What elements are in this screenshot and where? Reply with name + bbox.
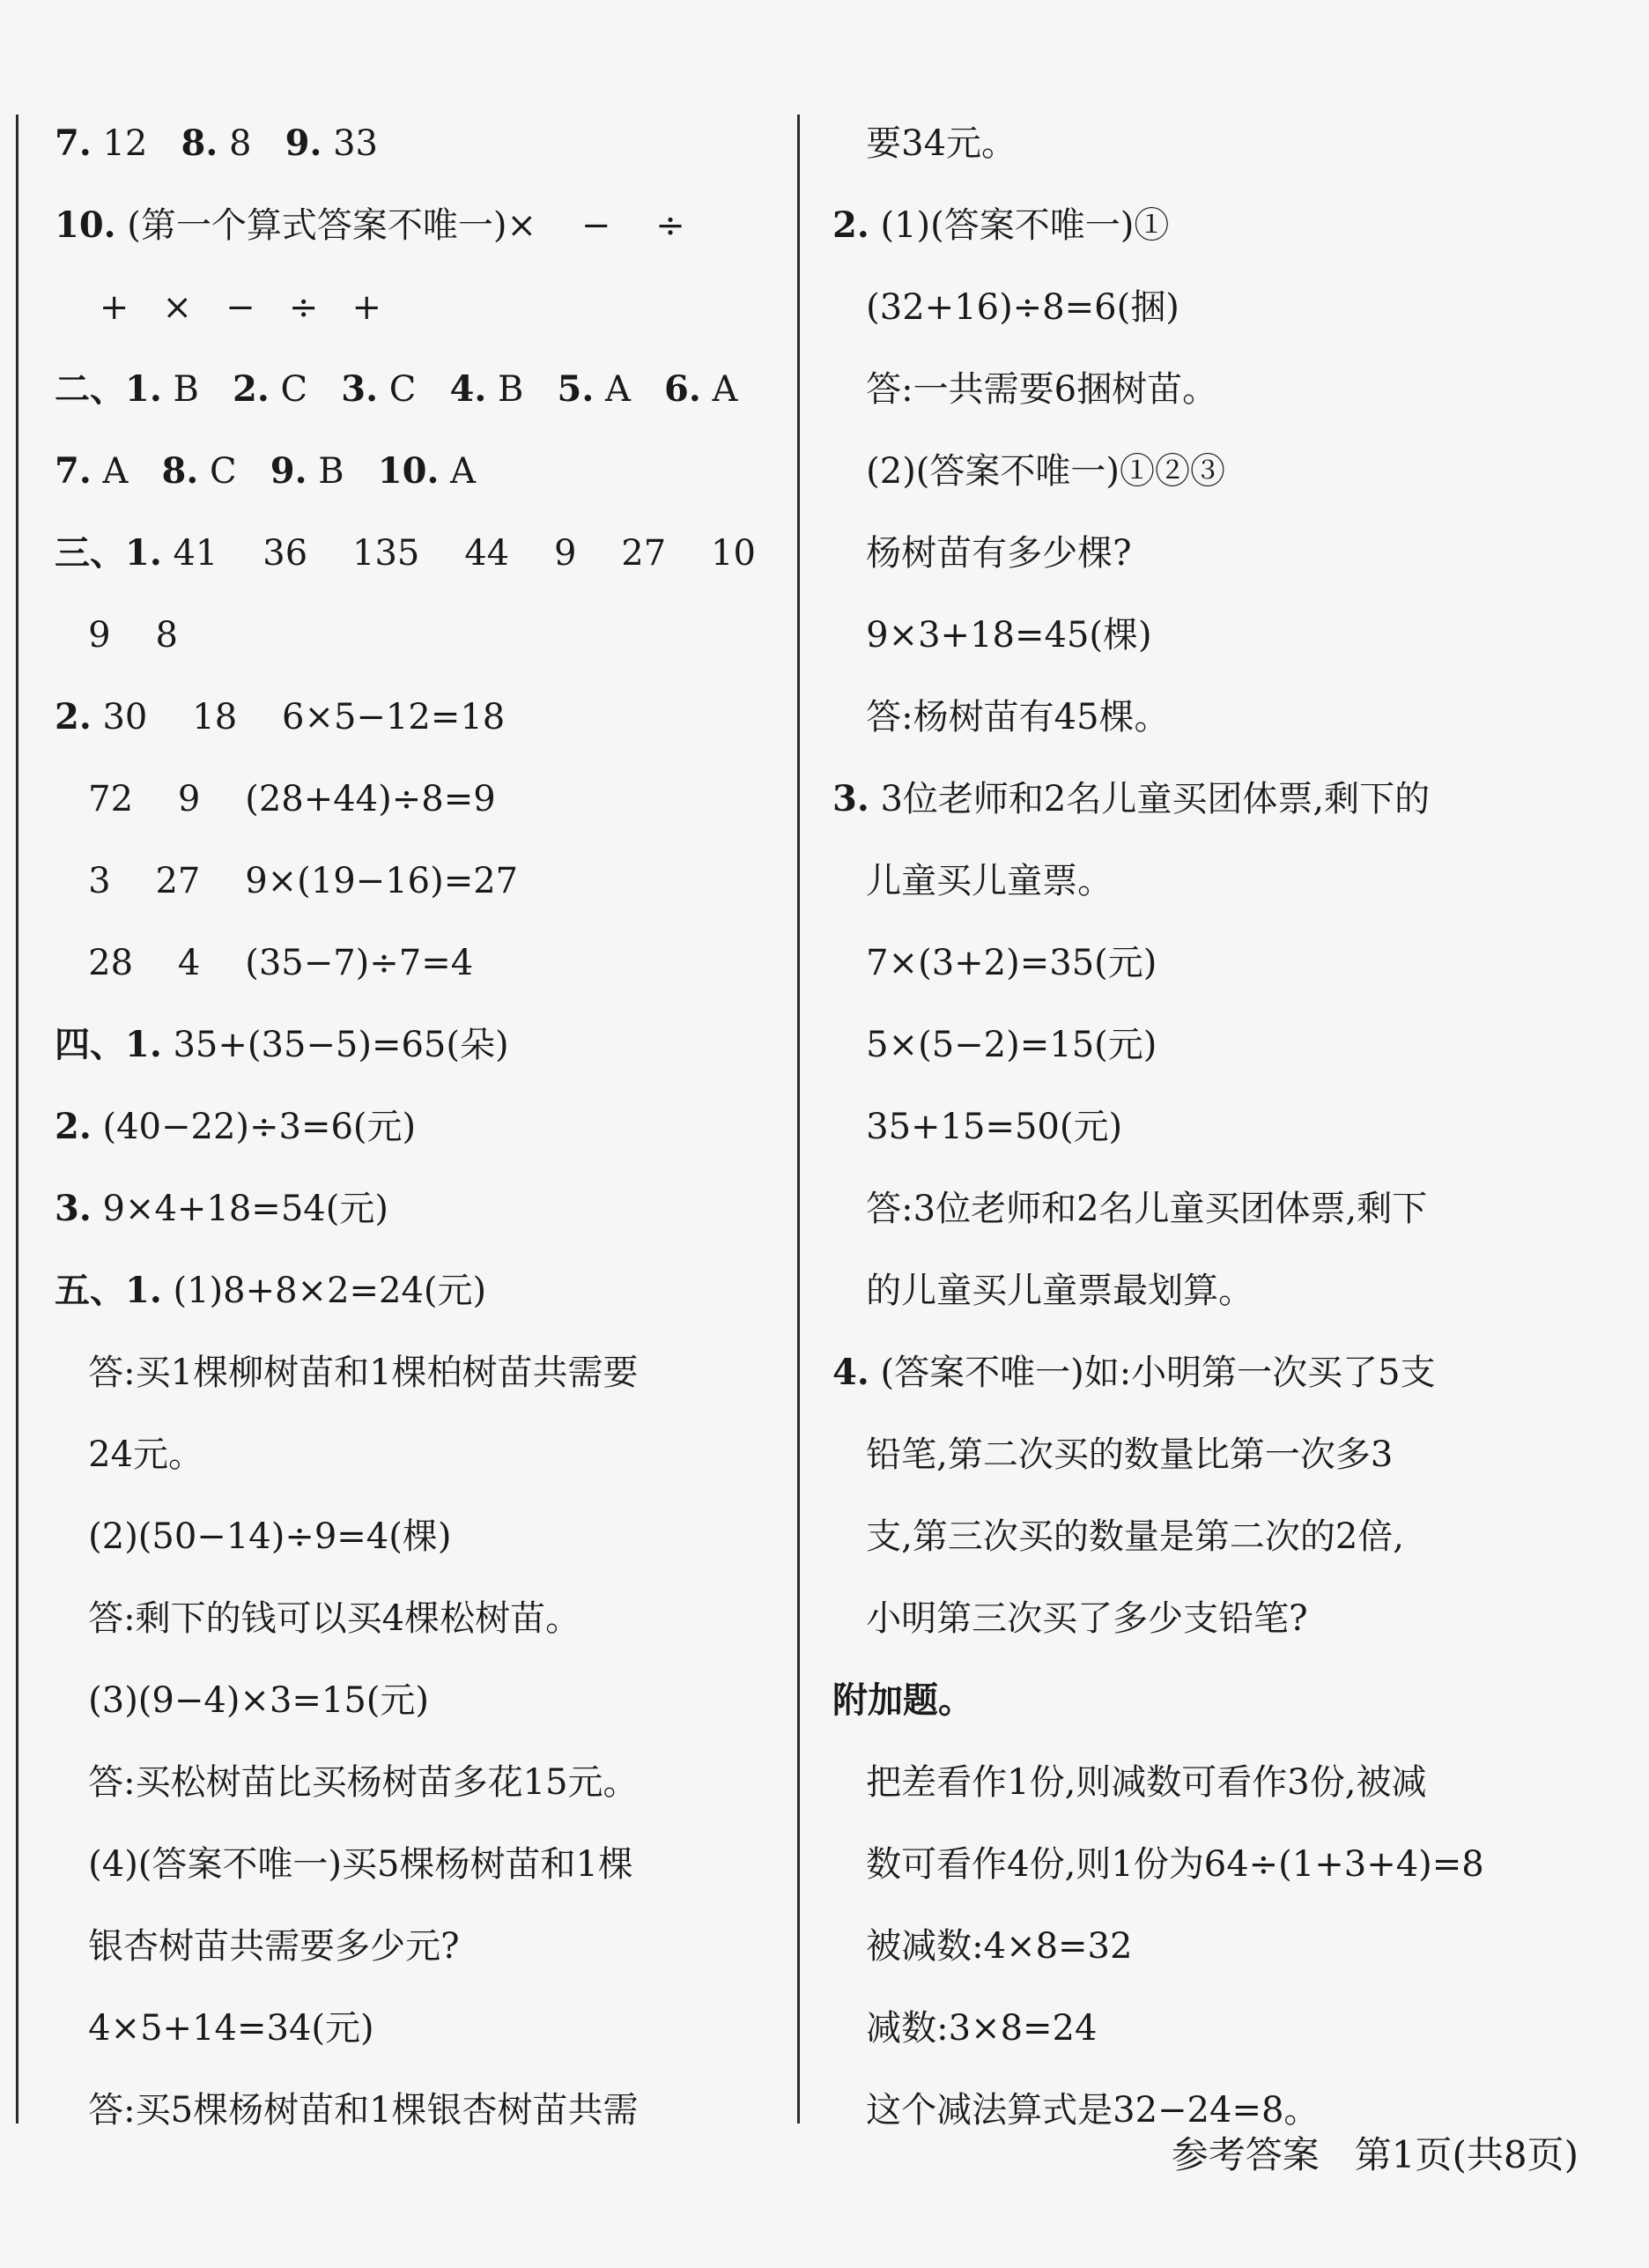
answer-text: (3)(9−4)×3=15(元) (55, 1680, 430, 1721)
answer-text: 的儿童买儿童票最划算。 (832, 1271, 1254, 1311)
left-answer-line (55, 119, 378, 168)
column-divider (797, 115, 800, 2123)
answer-text: 杨树苗有多少棵? (832, 533, 1132, 574)
left-answer-line (55, 1758, 639, 1807)
left-answer-line (55, 1020, 509, 1070)
right-answer-line (832, 1020, 1157, 1070)
right-answer-line (832, 1922, 1132, 1971)
question-number: 10. (55, 204, 116, 246)
left-answer-line (55, 1102, 416, 1152)
answer-text: (4)(答案不唯一)买5棵杨树苗和1棵 (55, 1844, 633, 1885)
question-number: 三、1. (55, 532, 162, 574)
right-answer-line (832, 2086, 1319, 2135)
answer-text: 答:剩下的钱可以买4棵松树苗。 (55, 1598, 581, 1639)
answer-text: B (161, 369, 233, 410)
left-answer-line (55, 1266, 486, 1316)
question-number: 5. (557, 368, 595, 410)
question-number: 3. (832, 778, 869, 819)
answer-text: (1)(答案不唯一)① (869, 205, 1170, 246)
question-number: 附加题。 (832, 1679, 973, 1721)
answer-text: 9×4+18=54(元) (91, 1189, 388, 1229)
answer-text: (2)(50−14)÷9=4(棵) (55, 1516, 452, 1557)
answer-text: 答:买1棵柳树苗和1棵柏树苗共需要 (55, 1353, 639, 1393)
left-margin-rule (16, 115, 18, 2123)
answer-text: 答:一共需要6捆树苗。 (832, 369, 1218, 410)
right-answer-line (832, 529, 1132, 578)
answer-text: 这个减法算式是32−24=8。 (832, 2090, 1320, 2131)
answer-text: B (307, 451, 378, 492)
left-answer-line (55, 1512, 451, 1561)
answer-text: (2)(答案不唯一)①②③ (832, 451, 1226, 492)
right-answer-line (832, 1840, 1484, 1889)
question-number: 五、1. (55, 1270, 162, 1311)
answer-text: 小明第三次买了多少支铅笔? (832, 1598, 1308, 1639)
answer-text: 3位老师和2名儿童买团体票,剩下的 (869, 779, 1431, 819)
answer-text: 支,第三次买的数量是第二次的2倍, (832, 1516, 1405, 1557)
answer-text: B (486, 369, 558, 410)
question-number: 9. (270, 450, 307, 492)
answer-text: 银杏树苗共需要多少元? (55, 1926, 460, 1967)
question-number: 2. (832, 204, 869, 246)
left-answer-line (55, 1430, 203, 1479)
left-answer-line (55, 856, 518, 906)
answer-text: A (91, 451, 162, 492)
left-answer-line (55, 2004, 374, 2053)
left-answer-line (55, 1348, 639, 1397)
left-answer-line (55, 775, 496, 824)
right-answer-line (832, 283, 1179, 332)
answer-text: 8 (218, 123, 285, 164)
left-answer-line (55, 1184, 388, 1234)
answer-text: 减数:3×8=24 (832, 2008, 1098, 2049)
left-answer-line (55, 201, 685, 250)
answer-text: (答案不唯一)如:小明第一次买了5支 (869, 1353, 1436, 1393)
left-answer-line (55, 2086, 639, 2135)
question-number: 2. (55, 1106, 92, 1147)
question-number: 3. (341, 368, 379, 410)
answer-text: 数可看作4份,则1份为64÷(1+3+4)=8 (832, 1844, 1484, 1885)
left-answer-line (55, 693, 505, 742)
right-answer-line (832, 938, 1157, 988)
right-answer-line (832, 693, 1170, 742)
question-number: 2. (55, 696, 92, 737)
question-number: 3. (55, 1188, 92, 1229)
left-answer-line (55, 938, 473, 988)
answer-text: 3 27 9×(19−16)=27 (55, 861, 519, 901)
answer-text: 4×5+14=34(元) (55, 2008, 374, 2049)
answer-text: 30 18 6×5−12=18 (91, 697, 506, 737)
left-answer-line (55, 1594, 580, 1643)
question-number: 7. (55, 122, 92, 164)
left-answer-line (55, 283, 381, 332)
question-number: 4. (449, 368, 487, 410)
right-answer-line (832, 1348, 1436, 1397)
answer-text: 把差看作1份,则减数可看作3份,被减 (832, 1762, 1427, 1803)
right-answer-line (832, 447, 1225, 496)
answer-text: 答:3位老师和2名儿童买团体票,剩下 (832, 1189, 1428, 1229)
answer-text: (第一个算式答案不唯一)× − ÷ (115, 205, 685, 246)
answer-text: A (439, 451, 476, 492)
right-answer-line (832, 1676, 973, 1725)
right-answer-line (832, 611, 1152, 660)
answer-text: A (594, 369, 665, 410)
question-number: 9. (285, 122, 322, 164)
answer-text: 被减数:4×8=32 (832, 1926, 1133, 1967)
right-answer-line (832, 1430, 1393, 1479)
answer-text: 答:买5棵杨树苗和1棵银杏树苗共需 (55, 2090, 639, 2131)
question-number: 4. (832, 1352, 869, 1393)
answer-text: 7×(3+2)=35(元) (832, 943, 1157, 983)
question-number: 2. (233, 368, 270, 410)
answer-text: 答:买松树苗比买杨树苗多花15元。 (55, 1762, 639, 1803)
right-answer-line (832, 775, 1430, 824)
answer-text: 要34元。 (832, 123, 1017, 164)
question-number: 10. (377, 450, 440, 492)
right-answer-line (832, 201, 1169, 250)
answer-text: A (700, 369, 738, 410)
answer-text: 9 8 (55, 615, 178, 656)
answer-text: 41 36 135 44 9 27 10 (161, 533, 756, 574)
answer-text: 儿童买儿童票。 (832, 861, 1113, 901)
left-answer-line (55, 611, 178, 660)
answer-text: 铅笔,第二次买的数量比第一次多3 (832, 1434, 1394, 1475)
answer-text: 5×(5−2)=15(元) (832, 1025, 1157, 1065)
right-answer-line (832, 1594, 1308, 1643)
question-number: 四、1. (55, 1024, 162, 1065)
answer-text: 72 9 (28+44)÷8=9 (55, 779, 496, 819)
answer-text: 答:杨树苗有45棵。 (832, 697, 1170, 737)
right-answer-line (832, 1512, 1404, 1561)
left-answer-line (55, 529, 756, 578)
answer-text: 9×3+18=45(棵) (832, 615, 1152, 656)
answer-text: 28 4 (35−7)÷7=4 (55, 943, 474, 983)
left-answer-line (55, 1676, 429, 1725)
question-number: 6. (664, 368, 701, 410)
right-answer-line (832, 856, 1113, 906)
page-footer: 参考答案 第1页(共8页) (1171, 2133, 1579, 2176)
answer-text: 24元。 (55, 1434, 204, 1475)
answer-text: 35+15=50(元) (832, 1107, 1123, 1147)
answer-text: 33 (322, 123, 378, 164)
question-number: 二、1. (55, 368, 162, 410)
left-answer-line (55, 365, 737, 414)
right-answer-line (832, 1758, 1426, 1807)
question-number: 8. (181, 122, 218, 164)
right-answer-line (832, 1102, 1122, 1152)
answer-text: C (269, 369, 342, 410)
answer-text: (32+16)÷8=6(捆) (832, 287, 1179, 328)
answer-text: 35+(35−5)=65(朵) (161, 1025, 509, 1065)
answer-text: (40−22)÷3=6(元) (91, 1107, 417, 1147)
question-number: 7. (55, 450, 92, 492)
right-answer-line (832, 365, 1217, 414)
answer-text: (1)8+8×2=24(元) (161, 1271, 487, 1311)
answer-text: C (378, 369, 450, 410)
right-answer-line (832, 1266, 1253, 1316)
right-answer-line (832, 119, 1017, 168)
right-answer-line (832, 1184, 1427, 1234)
right-answer-line (832, 2004, 1097, 2053)
left-answer-line (55, 447, 476, 496)
answer-text: C (198, 451, 270, 492)
answer-text: 12 (91, 123, 181, 164)
question-number: 8. (161, 450, 199, 492)
left-answer-line (55, 1840, 633, 1889)
answer-text: + × − ÷ + (55, 287, 382, 328)
left-answer-line (55, 1922, 460, 1971)
